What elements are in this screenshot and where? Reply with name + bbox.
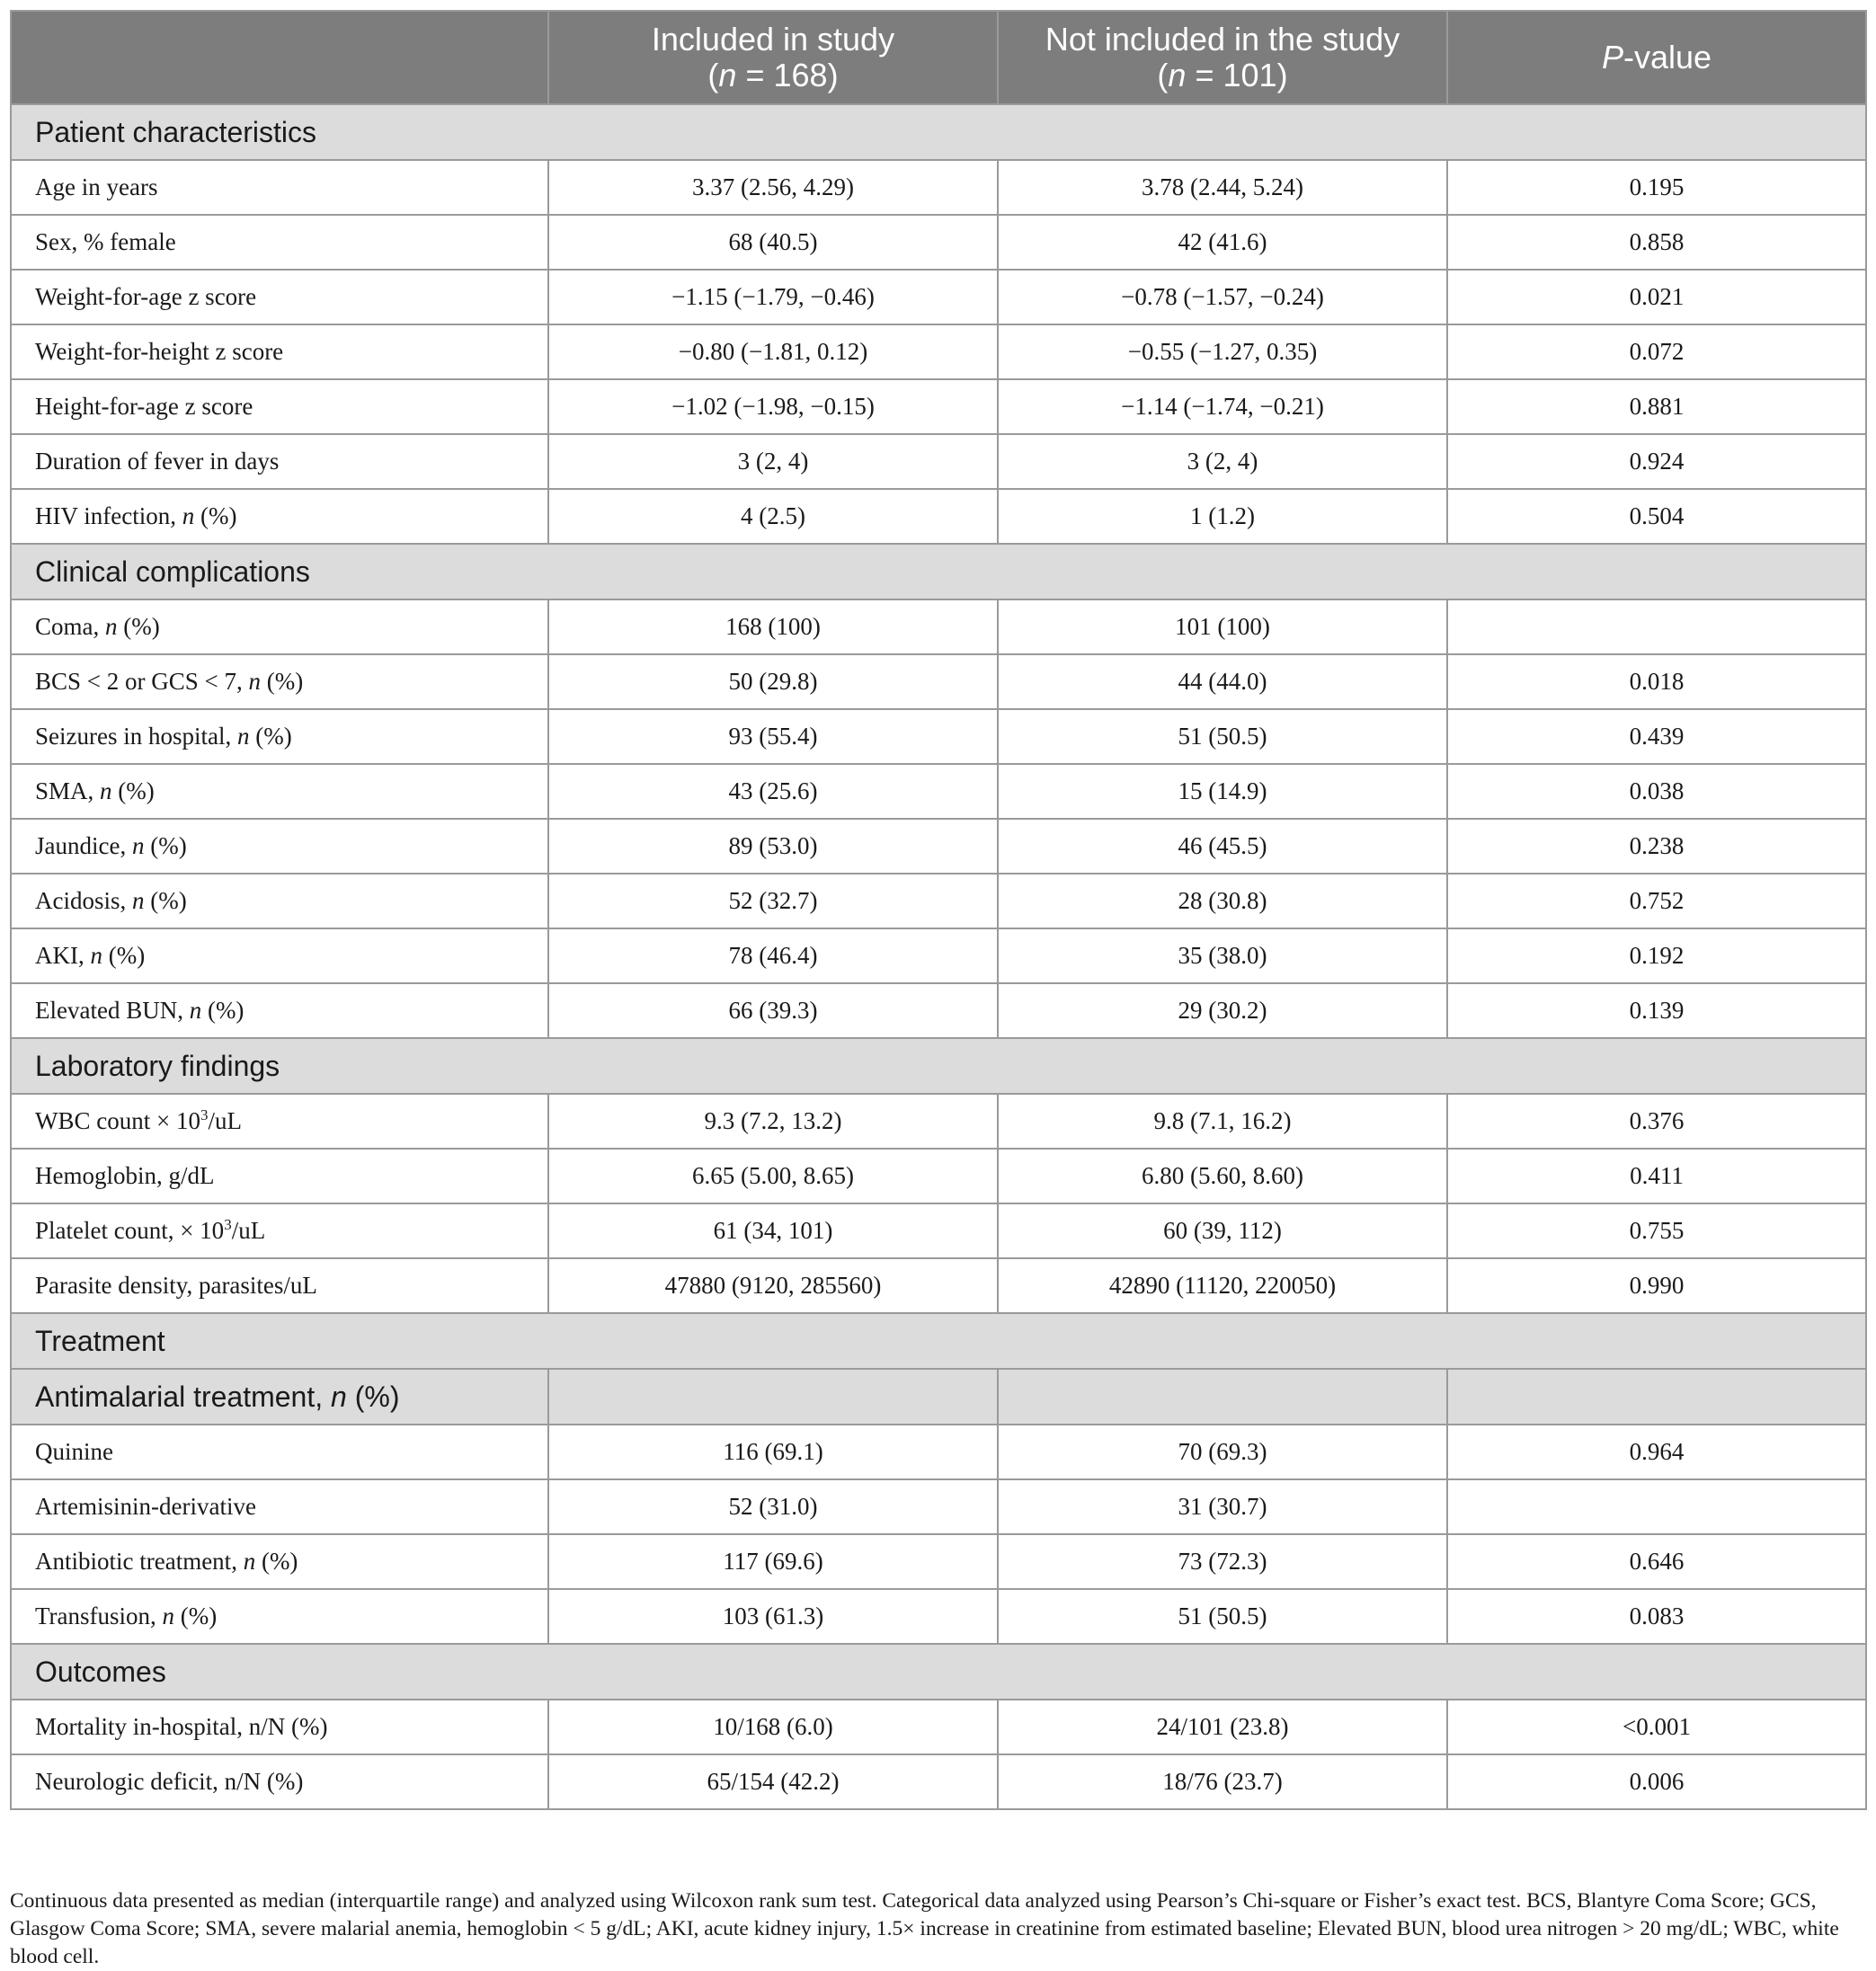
included-value: −0.80 (−1.81, 0.12) xyxy=(548,324,998,379)
row-label: HIV infection, n (%) xyxy=(11,489,548,544)
not-included-value: 1 (1.2) xyxy=(998,489,1447,544)
not-included-value: 44 (44.0) xyxy=(998,654,1447,709)
p-value xyxy=(1447,1479,1866,1534)
included-value: 93 (55.4) xyxy=(548,709,998,764)
included-value: 9.3 (7.2, 13.2) xyxy=(548,1094,998,1149)
header-not-included-title: Not included in the study xyxy=(1045,21,1400,58)
not-included-value: −1.14 (−1.74, −0.21) xyxy=(998,379,1447,434)
included-value: 68 (40.5) xyxy=(548,215,998,270)
table-row xyxy=(11,654,1866,709)
row-label: Antibiotic treatment, n (%) xyxy=(11,1534,548,1589)
not-included-value: 28 (30.8) xyxy=(998,874,1447,928)
p-value: 0.238 xyxy=(1447,819,1866,874)
p-value: 0.858 xyxy=(1447,215,1866,270)
p-value: 0.195 xyxy=(1447,160,1866,215)
header-included-n: (n = 168) xyxy=(707,57,839,93)
p-value: 0.021 xyxy=(1447,270,1866,324)
not-included-value: 6.80 (5.60, 8.60) xyxy=(998,1149,1447,1203)
table-row xyxy=(11,379,1866,434)
section-blank-cell xyxy=(548,1369,998,1425)
p-value: 0.376 xyxy=(1447,1094,1866,1149)
not-included-value: 73 (72.3) xyxy=(998,1534,1447,1589)
header-blank xyxy=(11,11,548,104)
row-label: Quinine xyxy=(11,1425,548,1479)
included-value: −1.15 (−1.79, −0.46) xyxy=(548,270,998,324)
included-value: 52 (32.7) xyxy=(548,874,998,928)
p-value: 0.072 xyxy=(1447,324,1866,379)
header-included xyxy=(548,11,998,104)
row-label: Height-for-age z score xyxy=(11,379,548,434)
section-laboratory-findings: Laboratory findings xyxy=(11,1038,1866,1094)
not-included-value: 24/101 (23.8) xyxy=(998,1700,1447,1754)
p-value: 0.139 xyxy=(1447,983,1866,1038)
table-row xyxy=(11,324,1866,379)
table-row xyxy=(11,1754,1866,1809)
section-antimalarial-treatment: Antimalarial treatment, n (%) xyxy=(11,1369,548,1425)
header-not-included-n: (n = 101) xyxy=(1157,57,1288,93)
not-included-value: 101 (100) xyxy=(998,599,1447,654)
row-label: Age in years xyxy=(11,160,548,215)
p-value: 0.038 xyxy=(1447,764,1866,819)
not-included-value: 18/76 (23.7) xyxy=(998,1754,1447,1809)
p-value: 0.755 xyxy=(1447,1203,1866,1258)
header-p-value: P-value xyxy=(1447,11,1866,104)
p-value: 0.006 xyxy=(1447,1754,1866,1809)
included-value: 43 (25.6) xyxy=(548,764,998,819)
included-value: 116 (69.1) xyxy=(548,1425,998,1479)
included-value: −1.02 (−1.98, −0.15) xyxy=(548,379,998,434)
included-value: 78 (46.4) xyxy=(548,928,998,983)
not-included-value: −0.78 (−1.57, −0.24) xyxy=(998,270,1447,324)
row-label: Transfusion, n (%) xyxy=(11,1589,548,1644)
section-treatment: Treatment xyxy=(11,1313,1866,1369)
included-value: 66 (39.3) xyxy=(548,983,998,1038)
row-label: SMA, n (%) xyxy=(11,764,548,819)
row-label: Acidosis, n (%) xyxy=(11,874,548,928)
row-label: Seizures in hospital, n (%) xyxy=(11,709,548,764)
p-value: 0.881 xyxy=(1447,379,1866,434)
p-value xyxy=(1447,599,1866,654)
row-label: Duration of fever in days xyxy=(11,434,548,489)
not-included-value: 70 (69.3) xyxy=(998,1425,1447,1479)
included-value: 61 (34, 101) xyxy=(548,1203,998,1258)
row-label: Neurologic deficit, n/N (%) xyxy=(11,1754,548,1809)
table-row xyxy=(11,874,1866,928)
section-row xyxy=(11,1644,1866,1700)
p-value: 0.018 xyxy=(1447,654,1866,709)
row-label: Parasite density, parasites/uL xyxy=(11,1258,548,1313)
section-outcomes: Outcomes xyxy=(11,1644,1866,1700)
not-included-value: 42 (41.6) xyxy=(998,215,1447,270)
table-row xyxy=(11,983,1866,1038)
not-included-value: 42890 (11120, 220050) xyxy=(998,1258,1447,1313)
table-row xyxy=(11,1425,1866,1479)
section-clinical-complications: Clinical complications xyxy=(11,544,1866,599)
included-value: 6.65 (5.00, 8.65) xyxy=(548,1149,998,1203)
row-label: Elevated BUN, n (%) xyxy=(11,983,548,1038)
header-not-included xyxy=(998,11,1447,104)
included-value: 89 (53.0) xyxy=(548,819,998,874)
included-value: 4 (2.5) xyxy=(548,489,998,544)
included-value: 168 (100) xyxy=(548,599,998,654)
section-patient-characteristics: Patient characteristics xyxy=(11,104,1866,160)
p-value: 0.752 xyxy=(1447,874,1866,928)
not-included-value: 3 (2, 4) xyxy=(998,434,1447,489)
included-value: 50 (29.8) xyxy=(548,654,998,709)
included-value: 47880 (9120, 285560) xyxy=(548,1258,998,1313)
table-row xyxy=(11,1094,1866,1149)
table-row xyxy=(11,709,1866,764)
section-row xyxy=(11,1038,1866,1094)
included-value: 52 (31.0) xyxy=(548,1479,998,1534)
table-row xyxy=(11,434,1866,489)
table-footnote: Continuous data presented as median (interquartile range) and analyzed using Wilcoxon rank sum test. Categorical data analyzed using Pearson’s Chi-square or Fisher’s exact test. BCS, Blantyre Coma Score; GCS, Glasgow Coma Score; SMA, severe malarial anemia, hemoglobin < 5 g/dL; AKI, acute kidney injury, 1.5× increase in creatinine from estimated baseline; Elevated BUN, blood urea nitrogen > 20 mg/dL; WBC, white blood cell. xyxy=(10,1889,1839,1968)
not-included-value: 3.78 (2.44, 5.24) xyxy=(998,160,1447,215)
row-label: Weight-for-age z score xyxy=(11,270,548,324)
row-label: Jaundice, n (%) xyxy=(11,819,548,874)
table-row xyxy=(11,1203,1866,1258)
not-included-value: 35 (38.0) xyxy=(998,928,1447,983)
table-row xyxy=(11,1149,1866,1203)
table-row xyxy=(11,1534,1866,1589)
p-value: 0.083 xyxy=(1447,1589,1866,1644)
table-row xyxy=(11,928,1866,983)
header-included-title: Included in study xyxy=(651,21,895,58)
not-included-value: 60 (39, 112) xyxy=(998,1203,1447,1258)
table-row xyxy=(11,1479,1866,1534)
not-included-value: −0.55 (−1.27, 0.35) xyxy=(998,324,1447,379)
not-included-value: 51 (50.5) xyxy=(998,1589,1447,1644)
included-value: 3 (2, 4) xyxy=(548,434,998,489)
p-value: <0.001 xyxy=(1447,1700,1866,1754)
table-row xyxy=(11,1589,1866,1644)
included-value: 117 (69.6) xyxy=(548,1534,998,1589)
row-label: BCS < 2 or GCS < 7, n (%) xyxy=(11,654,548,709)
section-row xyxy=(11,1313,1866,1369)
not-included-value: 51 (50.5) xyxy=(998,709,1447,764)
p-value: 0.504 xyxy=(1447,489,1866,544)
row-label: Weight-for-height z score xyxy=(11,324,548,379)
row-label: Artemisinin-derivative xyxy=(11,1479,548,1534)
row-label: Mortality in-hospital, n/N (%) xyxy=(11,1700,548,1754)
row-label: AKI, n (%) xyxy=(11,928,548,983)
p-value: 0.192 xyxy=(1447,928,1866,983)
included-value: 103 (61.3) xyxy=(548,1589,998,1644)
included-value: 65/154 (42.2) xyxy=(548,1754,998,1809)
data-table-container xyxy=(10,10,1865,1810)
not-included-value: 9.8 (7.1, 16.2) xyxy=(998,1094,1447,1149)
not-included-value: 46 (45.5) xyxy=(998,819,1447,874)
table-row xyxy=(11,819,1866,874)
p-value: 0.439 xyxy=(1447,709,1866,764)
table-header-row xyxy=(11,11,1866,104)
p-value: 0.964 xyxy=(1447,1425,1866,1479)
data-table xyxy=(10,10,1867,1810)
table-row xyxy=(11,1258,1866,1313)
p-value: 0.411 xyxy=(1447,1149,1866,1203)
row-label: Platelet count, × $10^3/uL$ xyxy=(11,1203,548,1258)
included-value: 10/168 (6.0) xyxy=(548,1700,998,1754)
p-value: 0.924 xyxy=(1447,434,1866,489)
not-included-value: 15 (14.9) xyxy=(998,764,1447,819)
row-label: WBC count × $10^3/uL$ xyxy=(11,1094,548,1149)
included-value: 3.37 (2.56, 4.29) xyxy=(548,160,998,215)
section-row xyxy=(11,1369,1866,1425)
row-label: Coma, n (%) xyxy=(11,599,548,654)
table-row xyxy=(11,764,1866,819)
table-row xyxy=(11,160,1866,215)
table-row xyxy=(11,1700,1866,1754)
section-blank-cell xyxy=(1447,1369,1866,1425)
section-row xyxy=(11,104,1866,160)
section-row xyxy=(11,544,1866,599)
table-row xyxy=(11,215,1866,270)
p-value: 0.646 xyxy=(1447,1534,1866,1589)
table-row xyxy=(11,489,1866,544)
p-value: 0.990 xyxy=(1447,1258,1866,1313)
not-included-value: 31 (30.7) xyxy=(998,1479,1447,1534)
section-blank-cell xyxy=(998,1369,1447,1425)
not-included-value: 29 (30.2) xyxy=(998,983,1447,1038)
row-label: Sex, % female xyxy=(11,215,548,270)
table-row xyxy=(11,599,1866,654)
row-label: Hemoglobin, g/dL xyxy=(11,1149,548,1203)
table-row xyxy=(11,270,1866,324)
